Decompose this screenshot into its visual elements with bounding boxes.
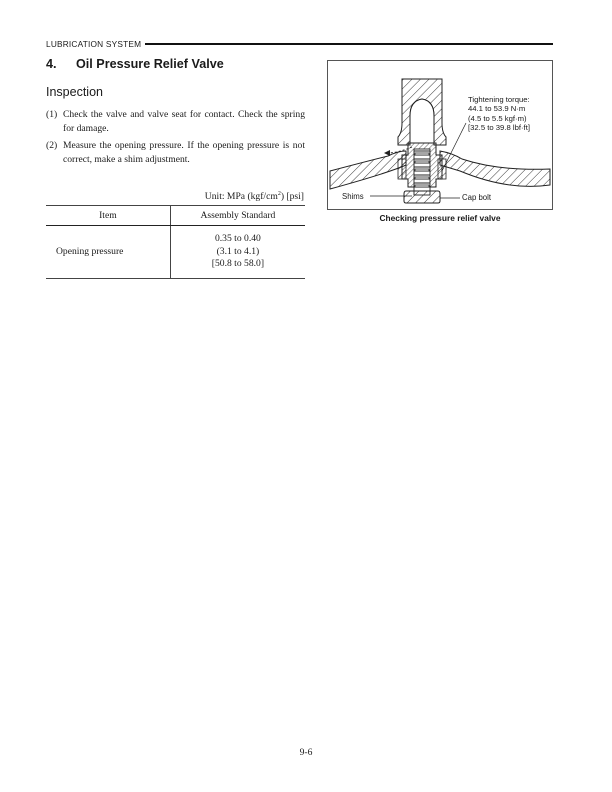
step-list (46, 108, 305, 170)
step-item (46, 139, 305, 166)
unit-suffix: ) [psi] (280, 191, 304, 203)
section-title (46, 57, 224, 71)
step-text: Measure the opening pressure. If the opening pressure is not correct, make a shim adjustment. (63, 140, 305, 165)
subsection-title: Inspection (46, 85, 103, 99)
torque-note-line: (4.5 to 5.5 kgf·m) (468, 113, 527, 123)
torque-note-line: 44.1 to 53.9 N·m (468, 104, 526, 114)
step-number: (1) (46, 109, 58, 120)
valve-figure (327, 60, 553, 210)
column-header-standard: Assembly Standard (170, 206, 305, 226)
value-mpa: 0.35 to 0.40 (214, 233, 261, 245)
section-number: 4. (46, 57, 57, 71)
figure-caption: Checking pressure relief valve (379, 213, 501, 223)
header-label: LUBRICATION SYSTEM (46, 39, 142, 49)
running-header (46, 38, 553, 50)
unit-prefix: Unit: MPa (kgf/cm (204, 191, 278, 203)
value-kgf: (3.1 to 4.1) (216, 245, 260, 257)
header-rule (145, 43, 553, 45)
torque-note-line: Tightening torque: (468, 95, 530, 104)
table-unit-label (46, 191, 304, 202)
column-header-item: Item (46, 206, 170, 226)
cell-item: Opening pressure (46, 226, 170, 279)
step-text: Check the valve and valve seat for contact. Check the spring for damage. (63, 109, 305, 134)
step-item (46, 108, 305, 135)
unit-superscript: 2 (277, 191, 281, 197)
table-row (46, 226, 305, 279)
torque-note (468, 95, 530, 133)
spec-table (46, 205, 305, 279)
step-number: (2) (46, 140, 58, 151)
page-number: 9-6 (299, 747, 313, 758)
label-cap-bolt: Cap bolt (462, 193, 492, 202)
table-header-row (46, 206, 305, 226)
torque-note-line: [32.5 to 39.8 lbf·ft] (468, 123, 530, 133)
label-shims: Shims (342, 192, 364, 201)
cell-standard (170, 226, 305, 279)
value-psi: [50.8 to 58.0] (211, 258, 265, 270)
valve-diagram-illustration (328, 61, 554, 211)
section-title-text: Oil Pressure Relief Valve (76, 57, 224, 71)
